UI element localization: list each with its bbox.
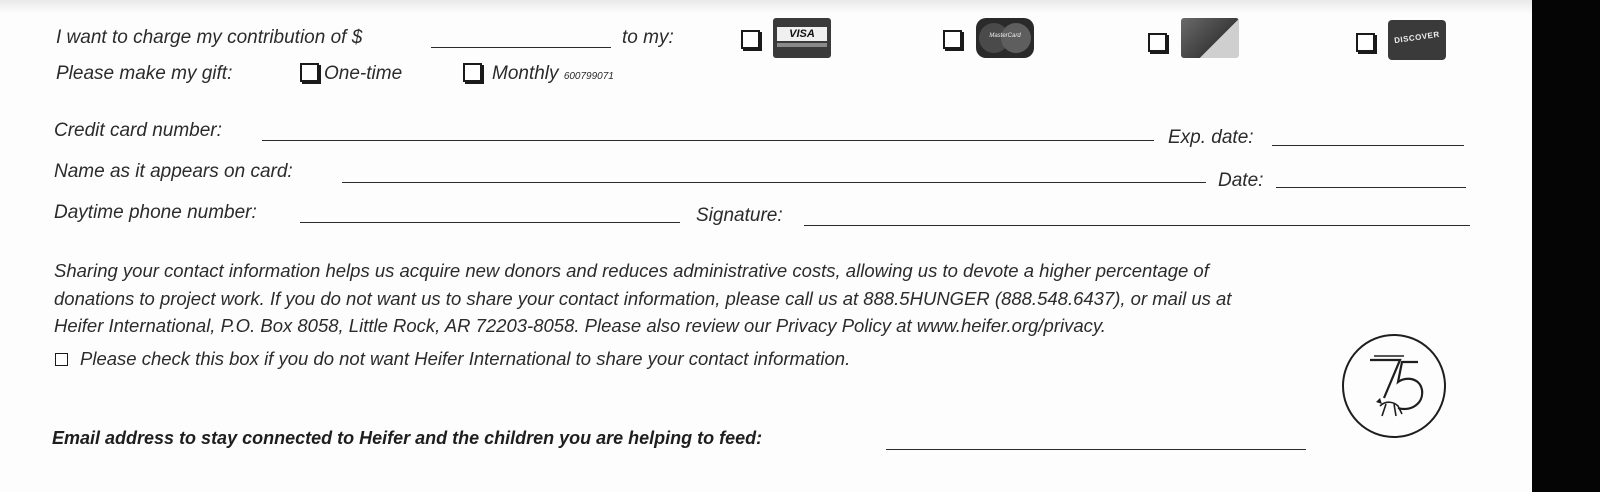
amount-field[interactable] — [431, 47, 611, 48]
name-on-card-field[interactable] — [342, 182, 1206, 183]
discover-card-label: DISCOVER — [1393, 29, 1441, 46]
email-label: Email address to stay connected to Heifer and the children you are helping to feed: — [52, 428, 763, 448]
credit-card-label: Credit card number: — [54, 120, 222, 141]
monthly-checkbox[interactable] — [463, 63, 482, 82]
charge-prefix-label: I want to charge my contribution of $ — [56, 27, 363, 48]
monthly-label — [492, 63, 614, 85]
form-code: 600799071 — [563, 71, 614, 82]
visa-checkbox[interactable] — [741, 30, 760, 49]
amex-checkbox[interactable] — [1148, 33, 1167, 52]
credit-card-field[interactable] — [262, 140, 1154, 141]
mastercard-card-icon — [976, 18, 1034, 58]
exp-date-field[interactable] — [1272, 145, 1464, 146]
visa-card-label: VISA — [777, 27, 827, 41]
signature-field[interactable] — [804, 225, 1470, 226]
phone-field[interactable] — [300, 222, 680, 223]
mastercard-card-label: MasterCard — [989, 33, 1021, 39]
gift-label: Please make my gift: — [56, 63, 233, 84]
privacy-line-3: Heifer International, P.O. Box 8058, Little Rock, AR 72203-8058. Please also review our Privacy Policy at www.heifer.org/privacy. — [54, 315, 1106, 336]
date-label: Date: — [1218, 170, 1264, 191]
date-field[interactable] — [1276, 187, 1466, 188]
phone-label: Daytime phone number: — [54, 202, 257, 223]
exp-date-label: Exp. date: — [1168, 127, 1254, 148]
opt-out-checkbox[interactable] — [55, 353, 68, 366]
heifer-75-logo-icon — [1340, 332, 1448, 440]
one-time-checkbox[interactable] — [300, 63, 319, 82]
privacy-line-1: Sharing your contact information helps us acquire new donors and reduces administrative costs, allowing us to devote a higher percentage of — [54, 260, 1209, 281]
one-time-label: One-time — [324, 63, 403, 84]
visa-card-icon — [773, 18, 831, 58]
monthly-label-text: Monthly — [492, 63, 559, 84]
mastercard-checkbox[interactable] — [943, 30, 962, 49]
scan-smudge — [0, 0, 1532, 14]
scan-border — [1532, 0, 1600, 492]
charge-suffix-label: to my: — [622, 27, 674, 48]
amex-card-icon — [1181, 18, 1239, 58]
name-on-card-label: Name as it appears on card: — [54, 161, 293, 182]
discover-card-icon — [1388, 20, 1446, 60]
privacy-paragraph — [54, 257, 1474, 340]
opt-out-label: Please check this box if you do not want Heifer International to share your contact information. — [80, 348, 851, 369]
privacy-line-2: donations to project work. If you do not want us to share your contact information, please call us at 888.5HUNGER (888.548.6437), or mail us at — [54, 287, 1232, 309]
email-field[interactable] — [886, 449, 1306, 450]
signature-label: Signature: — [696, 205, 783, 226]
discover-checkbox[interactable] — [1356, 33, 1375, 52]
